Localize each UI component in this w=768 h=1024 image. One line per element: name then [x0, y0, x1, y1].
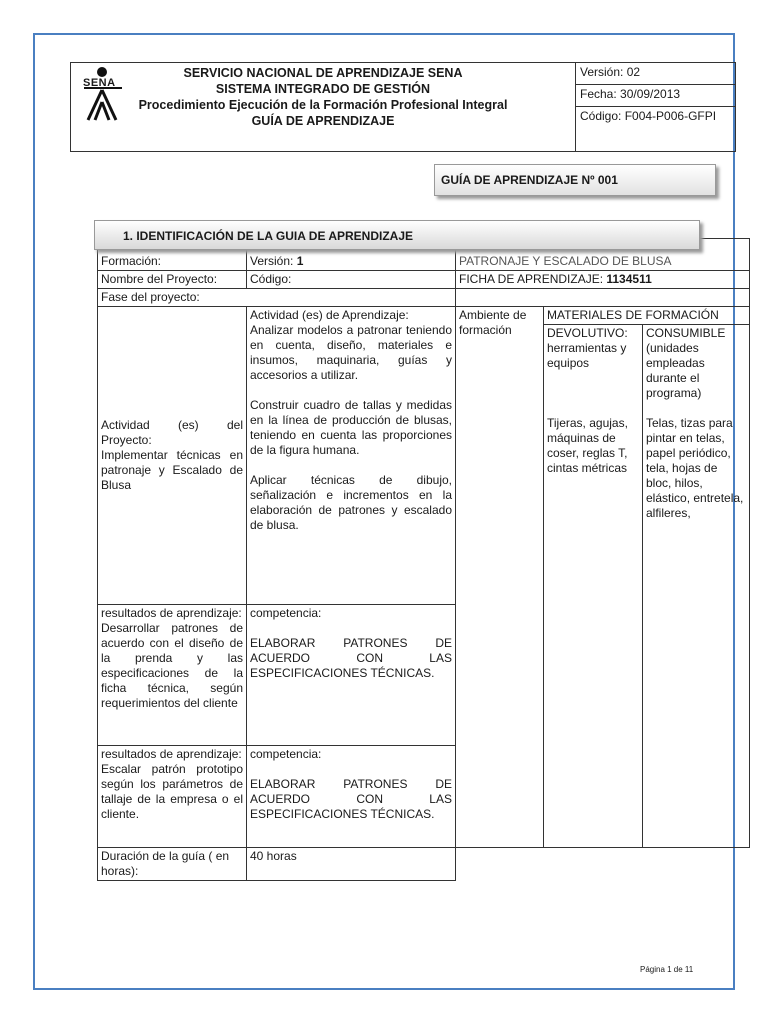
fase-label: Fase del proyecto:	[98, 289, 456, 307]
materiales-label: MATERIALES DE FORMACIÓN	[544, 307, 749, 325]
consumible-column	[643, 325, 749, 847]
ficha-cell	[456, 271, 750, 289]
logo-text: SENA	[83, 77, 116, 89]
resultado-2-cell	[98, 746, 247, 848]
programa-value: PATRONAJE Y ESCALADO DE BLUSA	[459, 254, 672, 268]
header-titles	[71, 63, 576, 152]
resultado-2-value: Escalar patrón prototipo según los parámetros de tallaje de la empresa o el cliente.	[101, 762, 243, 822]
competencia-2-cell	[247, 746, 456, 848]
identification-table	[97, 238, 750, 881]
competencia-2-label: competencia:	[250, 747, 322, 762]
ambiente-cell	[456, 307, 544, 848]
nombre-proyecto-label: Nombre del Proyecto:	[98, 271, 247, 289]
actividad-3: Aplicar técnicas de dibujo, señalización e incrementos en la elaboración de patrones y escalado de blusa.	[250, 473, 452, 532]
header-codigo: Código: F004-P006-GFPI	[576, 107, 736, 152]
actividades-aprendizaje-label: Actividad (es) de Aprendizaje:	[250, 308, 409, 322]
competencia-1-value: ELABORAR PATRONES DE ACUERDO CON LAS ESPECIFICACIONES TÉCNICAS.	[250, 635, 452, 680]
document-header	[70, 62, 736, 152]
header-line3: Procedimiento Ejecución de la Formación Profesional Integral	[138, 98, 508, 112]
materiales-cell	[544, 307, 750, 848]
actividad-proyecto-cell	[98, 307, 247, 605]
version-label: Versión:	[250, 254, 294, 268]
devolutivo-items: Tijeras, agujas, máquinas de coser, reglas T, cintas métricas	[547, 416, 628, 475]
resultado-1-value: Desarrollar patrones de acuerdo con el diseño de la prenda y las especificaciones de la ficha técnica, según requerimientos del cliente	[101, 620, 243, 710]
devolutivo-column	[544, 325, 643, 847]
competencia-2-value: ELABORAR PATRONES DE ACUERDO CON LAS ESPECIFICACIONES TÉCNICAS.	[250, 777, 452, 822]
ambiente-label: Ambiente de formación	[459, 308, 527, 337]
version-value: 1	[296, 254, 304, 268]
ficha-value: 1134511	[606, 272, 652, 286]
page-number: Página 1 de 11	[640, 965, 694, 974]
duracion-label: Duración de la guía ( en horas):	[98, 848, 247, 881]
header-line4: GUÍA DE APRENDIZAJE	[251, 114, 395, 128]
consumible-label: CONSUMIBLE (unidades empleadas durante el programa)	[646, 326, 726, 400]
actividades-aprendizaje-cell	[247, 307, 456, 605]
consumible-items: Telas, tizas para pintar en telas, papel periódico, tela, hojas de bloc, hilos, elástico, entretela, alfileres,	[646, 416, 744, 520]
devolutivo-label: DEVOLUTIVO: herramientas y equipos	[547, 326, 628, 370]
formacion-label: Formación:	[101, 254, 162, 268]
sena-logo	[78, 66, 134, 126]
resultado-1-label: resultados de aprendizaje:	[101, 605, 242, 620]
header-line1: SERVICIO NACIONAL DE APRENDIZAJE SENA	[183, 66, 463, 80]
guia-number-box: GUÍA DE APRENDIZAJE Nº 001	[434, 164, 716, 196]
fase-value	[456, 289, 750, 307]
actividad-2: Construir cuadro de tallas y medidas en la línea de producción de blusas, teniendo en cuenta las proporciones de la figura humana.	[250, 398, 452, 457]
competencia-1-label: competencia:	[250, 605, 322, 620]
actividad-proyecto-label: Actividad (es) del Proyecto:	[101, 417, 243, 447]
duracion-value: 40 horas	[247, 848, 456, 881]
codigo-label: Código:	[247, 271, 456, 289]
resultado-1-cell	[98, 604, 247, 745]
resultado-2-label: resultados de aprendizaje:	[101, 747, 242, 762]
ficha-label: FICHA DE APRENDIZAJE:	[459, 272, 604, 286]
header-fecha: Fecha: 30/09/2013	[576, 85, 736, 107]
section-title-box: 1. IDENTIFICACIÓN DE LA GUIA DE APRENDIZAJE	[94, 220, 700, 250]
header-line2: SISTEMA INTEGRADO DE GESTIÓN	[215, 82, 431, 96]
competencia-1-cell	[247, 604, 456, 745]
header-version: Versión: 02	[576, 63, 736, 85]
actividad-proyecto-value: Implementar técnicas en patronaje y Escalado de Blusa	[101, 447, 243, 492]
actividad-1: Analizar modelos a patronar teniendo en cuenta, diseño, materiales e insumos, maquinaria, guías y accesorios a utilizar.	[250, 323, 452, 382]
